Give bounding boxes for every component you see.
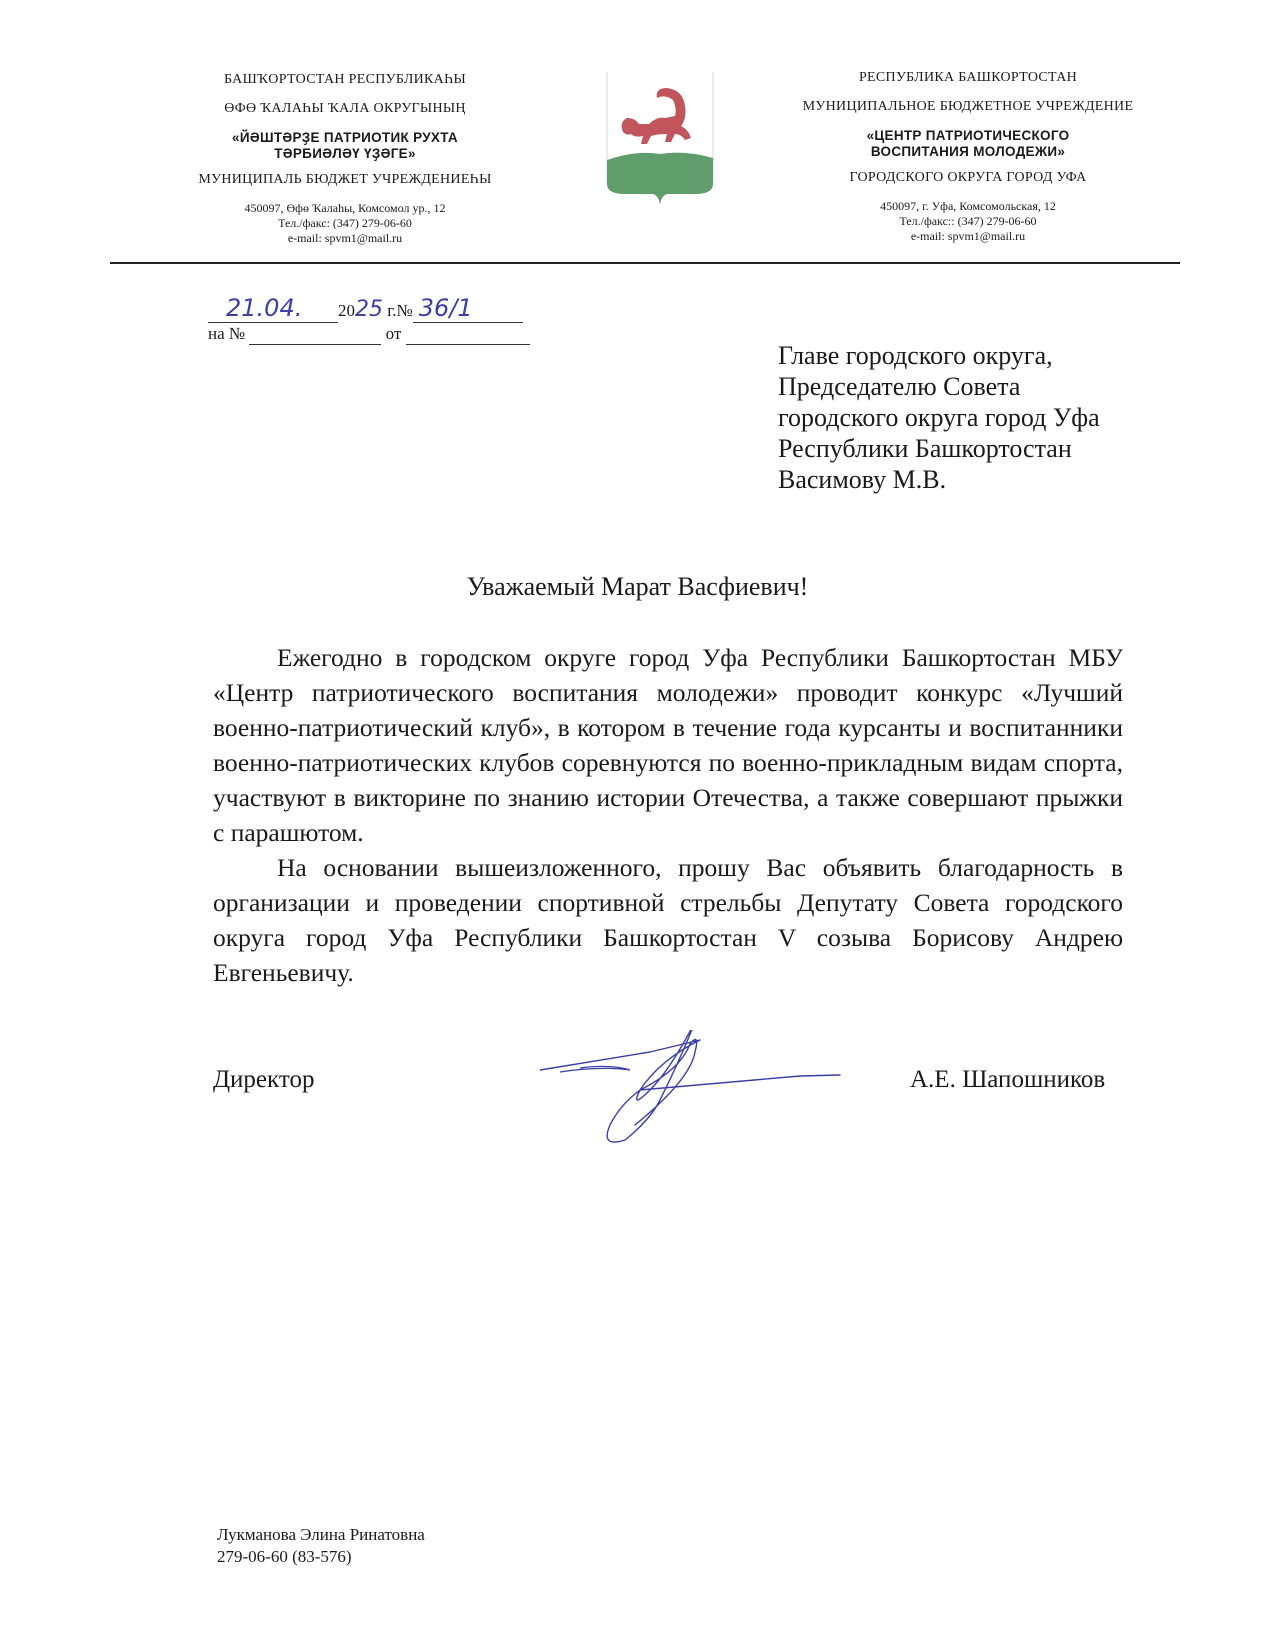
year-handwritten: 25	[355, 297, 383, 322]
header-right-org-line1: «ЦЕНТР ПАТРИОТИЧЕСКОГО	[866, 127, 1070, 143]
from-field	[406, 324, 530, 345]
signatory-title: Директор	[213, 1066, 315, 1093]
addressee-block	[778, 340, 1100, 495]
body-paragraph: Ежегодно в городском округе город Уфа Республики Башкортостан МБУ «Центр патриотического воспитания молодежи» проводит конкурс «Лучший военно-патриотический клуб», в котором в течение года курсанты и воспитанники военно-патриотических клубов соревнуются по военно-прикладным видам спорта, участвуют в викторине по знанию истории Отечества, а также совершают прыжки с парашютом.	[213, 643, 1123, 847]
header-right-contacts	[788, 199, 1148, 244]
header-left-contacts	[185, 201, 505, 246]
body-paragraph: На основании вышеизложенного, прошу Вас объявить благодарность в организации и проведении спортивной стрельбы Депутату Совета городского округа город Уфа Республики Башкортостан V созыва Борисову Андрею Евгеньевичу.	[213, 853, 1123, 987]
executor-phone: 279-06-60 (83-576)	[217, 1547, 352, 1566]
header-left-address: 450097, Өфө Ҡалаһы, Комсомол ур., 12	[244, 200, 446, 215]
header-right-address: 450097, г. Уфа, Комсомольская, 12	[880, 198, 1056, 213]
signatory-name: А.Е. Шапошников	[910, 1066, 1106, 1093]
date-field	[208, 294, 338, 323]
registration-date-row	[208, 294, 530, 324]
registration-block	[208, 294, 530, 354]
from-label: от	[385, 324, 402, 343]
header-right-org-line2: ВОСПИТАНИЯ МОЛОДЕЖИ»	[870, 143, 1066, 159]
registration-reply-row	[208, 324, 530, 354]
reply-to-field	[249, 324, 381, 345]
header-left-republic: БАШҠОРТОСТАН РЕСПУБЛИКАҺЫ	[224, 72, 466, 87]
header-right-email: e-mail: spvm1@mail.ru	[910, 228, 1026, 243]
header-left-city: ӨФӨ ҠАЛАҺЫ ҠАЛА ОКРУГЫНЫҢ	[224, 100, 466, 116]
addressee-line: Главе городского округа,	[778, 341, 1053, 370]
header-right-city: ГОРОДСКОГО ОКРУГА ГОРОД УФА	[849, 169, 1087, 185]
date-handwritten: 21.04.	[226, 294, 303, 322]
header-divider	[110, 262, 1180, 264]
header-right	[788, 70, 1148, 244]
ufa-coat-of-arms-icon	[605, 72, 715, 207]
header-left	[185, 72, 505, 246]
handwritten-signature	[540, 1030, 850, 1150]
addressee-line: Председателю Совета	[778, 372, 1021, 401]
header-left-org-line2: ТӘРБИӘЛӘҮ ҮҘӘГЕ»	[274, 145, 416, 161]
number-handwritten: 36/1	[418, 294, 473, 322]
header-left-phone: Тел./факс: (347) 279-06-60	[278, 215, 412, 230]
letter-body	[213, 640, 1123, 990]
header-left-email: e-mail: spvm1@mail.ru	[287, 230, 403, 245]
addressee-line: Республики Башкортостан	[778, 434, 1072, 463]
reply-to-label: на №	[208, 324, 246, 343]
addressee-line: Васимову М.В.	[778, 465, 947, 494]
header-right-phone: Тел./факс:: (347) 279-06-60	[899, 213, 1037, 228]
number-field	[413, 294, 523, 323]
header-right-org-type: МУНИЦИПАЛЬНОЕ БЮДЖЕТНОЕ УЧРЕЖДЕНИЕ	[802, 98, 1134, 114]
year-suffix: г.№	[383, 301, 413, 320]
greeting: Уважаемый Марат Васфиевич!	[466, 572, 809, 601]
executor-name: Лукманова Элина Ринатовна	[217, 1525, 425, 1544]
executor-block	[217, 1524, 425, 1568]
header-left-org-type: МУНИЦИПАЛЬ БЮДЖЕТ УЧРЕЖДЕНИЕҺЫ	[198, 171, 492, 187]
addressee-line: городского округа город Уфа	[778, 403, 1100, 432]
header-left-org-line1: «ЙӘШТӘРҘЕ ПАТРИОТИК РУХТА	[232, 129, 458, 145]
header-right-republic: РЕСПУБЛИКА БАШКОРТОСТАН	[858, 70, 1078, 85]
year-prefix: 20	[338, 301, 355, 320]
